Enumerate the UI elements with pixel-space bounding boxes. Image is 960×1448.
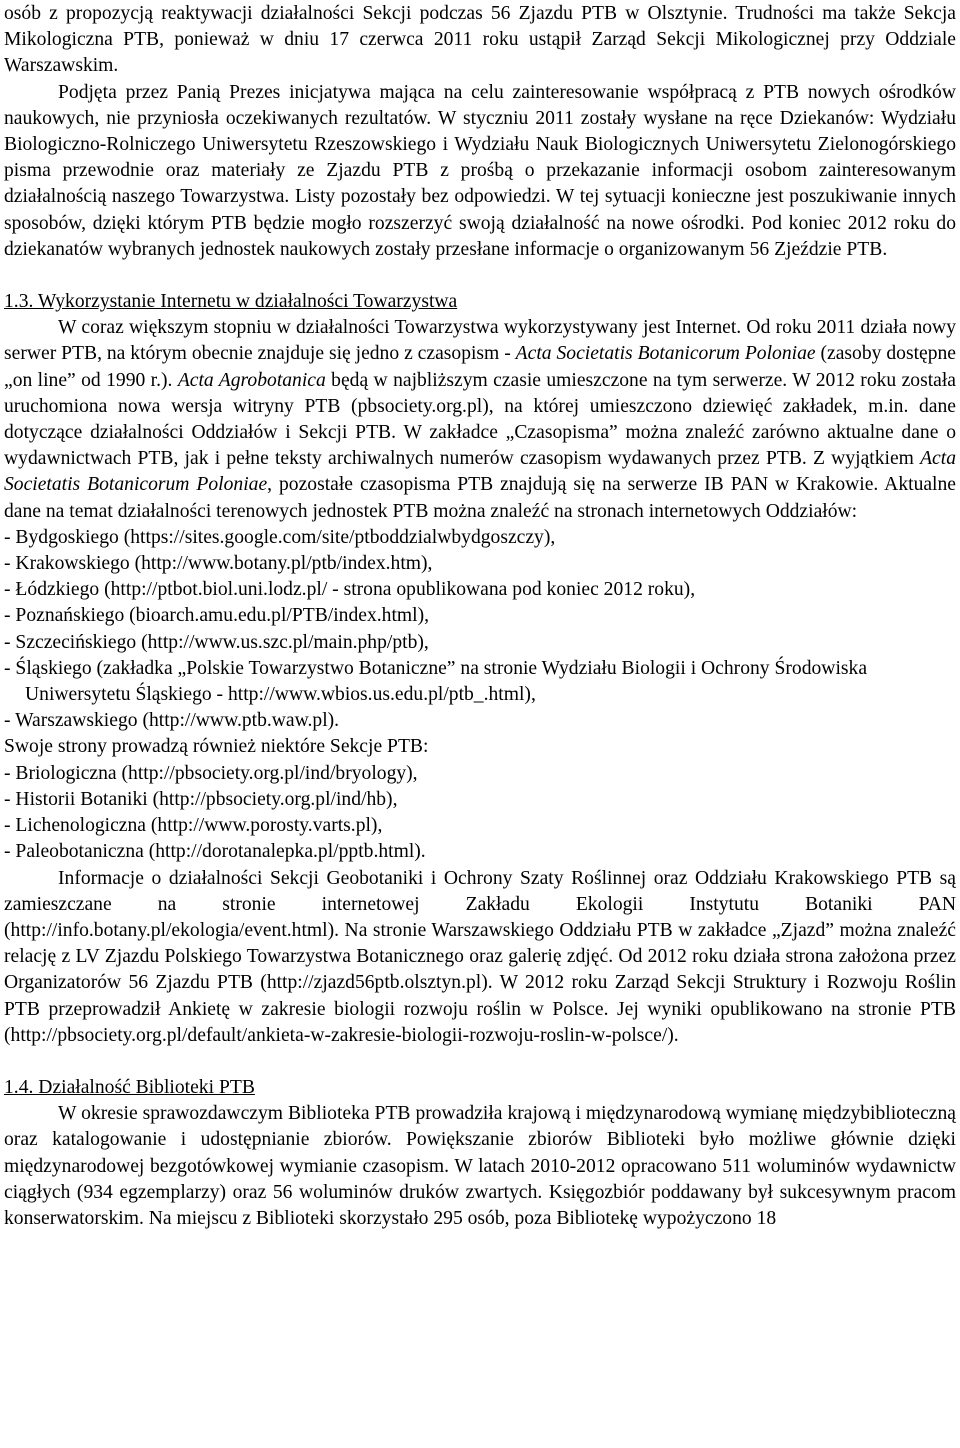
- list-item: - Krakowskiego (http://www.botany.pl/ptb/index.htm),: [4, 553, 433, 575]
- text-run: (zasoby dostępne „on line” od 1990 r.).: [4, 343, 956, 391]
- branch-websites-list: [4, 525, 956, 735]
- list-item: - Paleobotaniczna (http://dorotanalepka.pl/pptb.html).: [4, 841, 426, 863]
- paragraph-internet: [4, 315, 956, 525]
- spacer: [4, 1049, 956, 1075]
- list-item: - Poznańskiego (bioarch.amu.edu.pl/PTB/index.html),: [4, 605, 429, 627]
- section-websites-list: [4, 761, 956, 866]
- list-item: - Bydgoskiego (https://sites.google.com/site/ptboddzialwbydgoszczy),: [4, 526, 556, 548]
- paragraph-library: W okresie sprawozdawczym Biblioteka PTB prowadziła krajową i międzynarodową wymianę międzybiblioteczną oraz katalogowanie i udostępnianie zbiorów. Powiększanie zbiorów Biblioteki było możliwe głównie dzięki międzynarodowej bezgotówkowej wymianie czasopism. W latach 2010-2012 opracowano 511 woluminów wydawnictw ciągłych (934 egzemplarzy) oraz 56 woluminów druków zwartych. Księgozbiór poddawany był sukcesywnym pracom konserwatorskim. Na miejscu z Biblioteki skorzystało 295 osób, poza Bibliotekę wypożyczono 18: [4, 1103, 956, 1229]
- list-item: - Warszawskiego (http://www.ptb.waw.pl).: [4, 710, 340, 732]
- paragraph-intro-continued: osób z propozycją reaktywacji działalności Sekcji podczas 56 Zjazdu PTB w Olsztynie. Trudności ma także Sekcja Mikologiczna PTB, ponieważ w dniu 17 czerwca 2011 roku ustąpił Zarząd Sekcji Mikologicznej przy Oddziale Warszawskim.: [4, 3, 956, 77]
- list-item: - Łódzkiego (http://ptbot.biol.uni.lodz.pl/ - strona opublikowana pod koniec 2012 roku),: [4, 579, 696, 601]
- paragraph-other-pages: Informacje o działalności Sekcji Geobotaniki i Ochrony Szaty Roślinnej oraz Oddziału Krakowskiego PTB są zamieszczane na stronie internetowej Zakładu Ekologii Instytutu Botaniki PAN (http://info.botany.pl/ekologia/event.html). Na stronie Warszawskiego Oddziału PTB w zakładce „Zjazd” można znaleźć relację z LV Zjazdu Polskiego Towarzystwa Botanicznego oraz galerię zdjęć. Od 2012 roku działa strona założona przez Organizatorów 56 Zjazdu PTB (http://zjazd56ptb.olsztyn.pl). W 2012 roku Zarząd Sekcji Struktury i Rozwoju Roślin PTB przeprowadził Ankietę w zakresie biologii rozwoju roślin w Polsce. Jej wyniki opublikowano na stronie PTB (http://pbsociety.org.pl/default/ankieta-w-zakresie-biologii-rozwoju-roslin-w-polsce/).: [4, 867, 956, 1046]
- list-item: - Śląskiego (zakładka „Polskie Towarzystwo Botaniczne” na stronie Wydziału Biologii i Ochrony Środowiska Uniwersytetu Śląskiego - http://www.wbios.us.edu.pl/ptb_.html),: [4, 657, 868, 706]
- sections-intro: Swoje strony prowadzą również niektóre Sekcje PTB:: [4, 736, 429, 758]
- list-item: - Lichenologiczna (http://www.porosty.varts.pl),: [4, 815, 383, 837]
- list-item: - Szczecińskiego (http://www.us.szc.pl/main.php/ptb),: [4, 631, 429, 653]
- section-heading-internet: 1.3. Wykorzystanie Internetu w działalności Towarzystwa: [4, 291, 458, 313]
- list-item: - Historii Botaniki (http://pbsociety.org.pl/ind/hb),: [4, 788, 398, 810]
- journal-title: Acta Societatis Botanicorum Poloniae: [515, 343, 816, 365]
- journal-title: Acta Agrobotanica: [177, 369, 326, 391]
- journal-title: Acta Societatis Botanicorum Poloniae: [4, 448, 956, 496]
- text-run: W coraz większym stopniu w działalności Towarzystwa wykorzystywany jest Internet. Od roku 2011 działa nowy serwer PTB, na którym obecnie znajduje się jedno z czasopism -: [4, 317, 956, 365]
- spacer: [4, 263, 956, 289]
- section-heading-library: 1.4. Działalność Biblioteki PTB: [4, 1076, 255, 1098]
- list-item: - Briologiczna (http://pbsociety.org.pl/ind/bryology),: [4, 762, 418, 784]
- text-run: , pozostałe czasopisma PTB znajdują się na serwerze IB PAN w Krakowie. Aktualne dane na temat działalności terenowych jednostek PTB można znaleźć na stronach internetowych Oddziałów:: [4, 474, 956, 522]
- paragraph-new-centres: Podjęta przez Panią Prezes inicjatywa mająca na celu zainteresowanie współpracą z PTB nowych ośrodków naukowych, nie przyniosła oczekiwanych rezultatów. W styczniu 2011 zostały wysłane na ręce Dziekanów: Wydziału Biologiczno-Rolniczego Uniwersytetu Rzeszowskiego i Wydziału Nauk Biologicznych Uniwersytetu Zielonogórskiego pisma przewodnie oraz materiały ze Zjazdu PTB z prośbą o przekazanie informacji osobom zainteresowanym działalnością naszego Towarzystwa. Listy pozostały bez odpowiedzi. W tej sytuacji konieczne jest poszukiwanie innych sposobów, dzięki którym PTB będzie mogło rozszerzyć swoją działalność na nowe ośrodki. Pod koniec 2012 roku do dziekanatów wybranych jednostek naukowych zostały przesłane informacje o organizowanym 56 Zjeździe PTB.: [4, 81, 956, 260]
- text-run: będą w najbliższym czasie umieszczone na tym serwerze. W 2012 roku została uruchomiona nowa wersja witryny PTB (pbsociety.org.pl), na której umieszczono dziewięć zakładek, m.in. dane dotyczące działalności Oddziałów i Sekcji PTB. W zakładce „Czasopisma” można znaleźć zarówno aktualne dane o wydawnictwach PTB, jak i pełne teksty archiwalnych numerów czasopism wydawanych przez PTB. Z wyjątkiem: [4, 369, 956, 470]
